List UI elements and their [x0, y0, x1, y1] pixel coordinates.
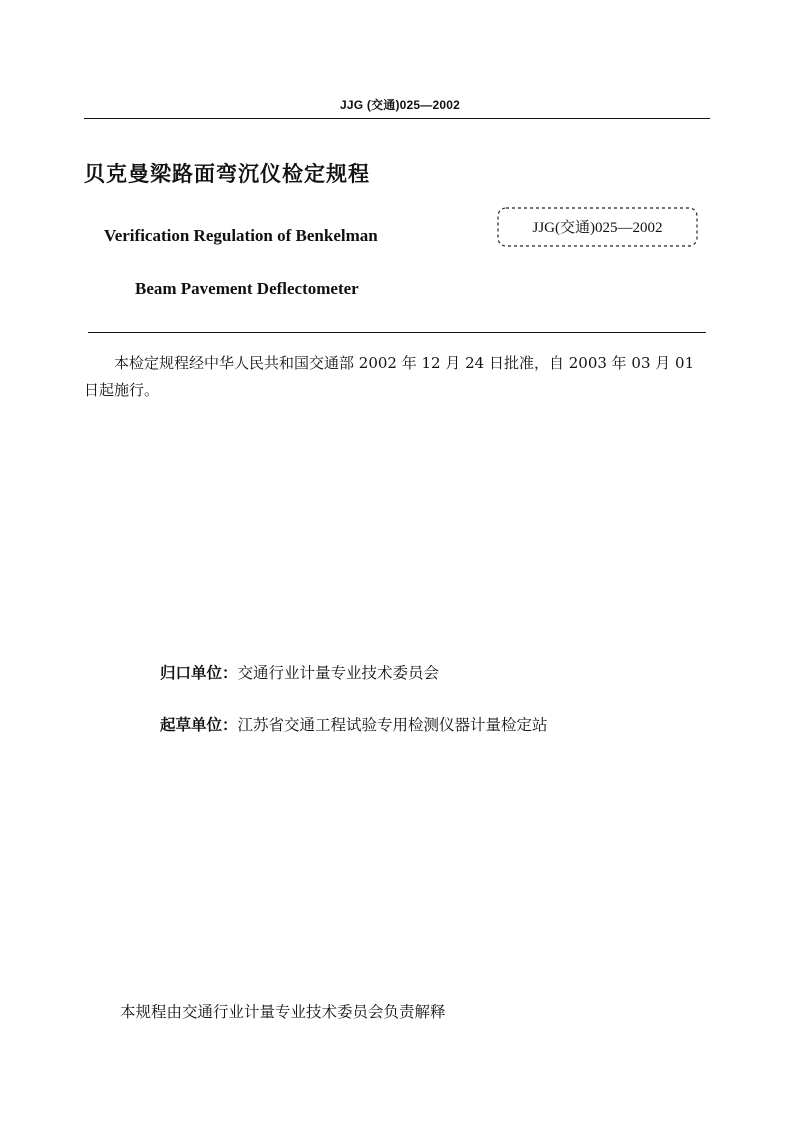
standard-number-box [495, 204, 700, 250]
header-standard-code: JJG (交通)025—2002 [340, 98, 460, 112]
title-english-line1: Verification Regulation of Benkelman [104, 226, 378, 245]
drafting-unit [160, 713, 548, 735]
responsible-unit [160, 661, 439, 683]
interpretation-note: 本规程由交通行业计量专业技术委员会负责解释 [120, 1003, 446, 1021]
drafting-unit-label: 起草单位： [160, 716, 238, 734]
title-english-line2: Beam Pavement Deflectometer [135, 279, 359, 298]
responsible-unit-label: 归口单位： [160, 664, 238, 682]
standard-number: JJG(交通)025—2002 [532, 220, 663, 236]
header-rule [84, 118, 710, 119]
title-rule [88, 332, 706, 333]
responsible-unit-value: 交通行业计量专业技术委员会 [237, 664, 440, 682]
approval-paragraph: 本检定规程经中华人民共和国交通部 2002 年 12 月 24 日批准，自 2003 年 03 月 01 日起施行。 [84, 354, 695, 399]
drafting-unit-value: 江苏省交通工程试验专用检测仪器计量检定站 [237, 716, 548, 734]
title-chinese: 贝克曼梁路面弯沉仪检定规程 [84, 162, 370, 186]
